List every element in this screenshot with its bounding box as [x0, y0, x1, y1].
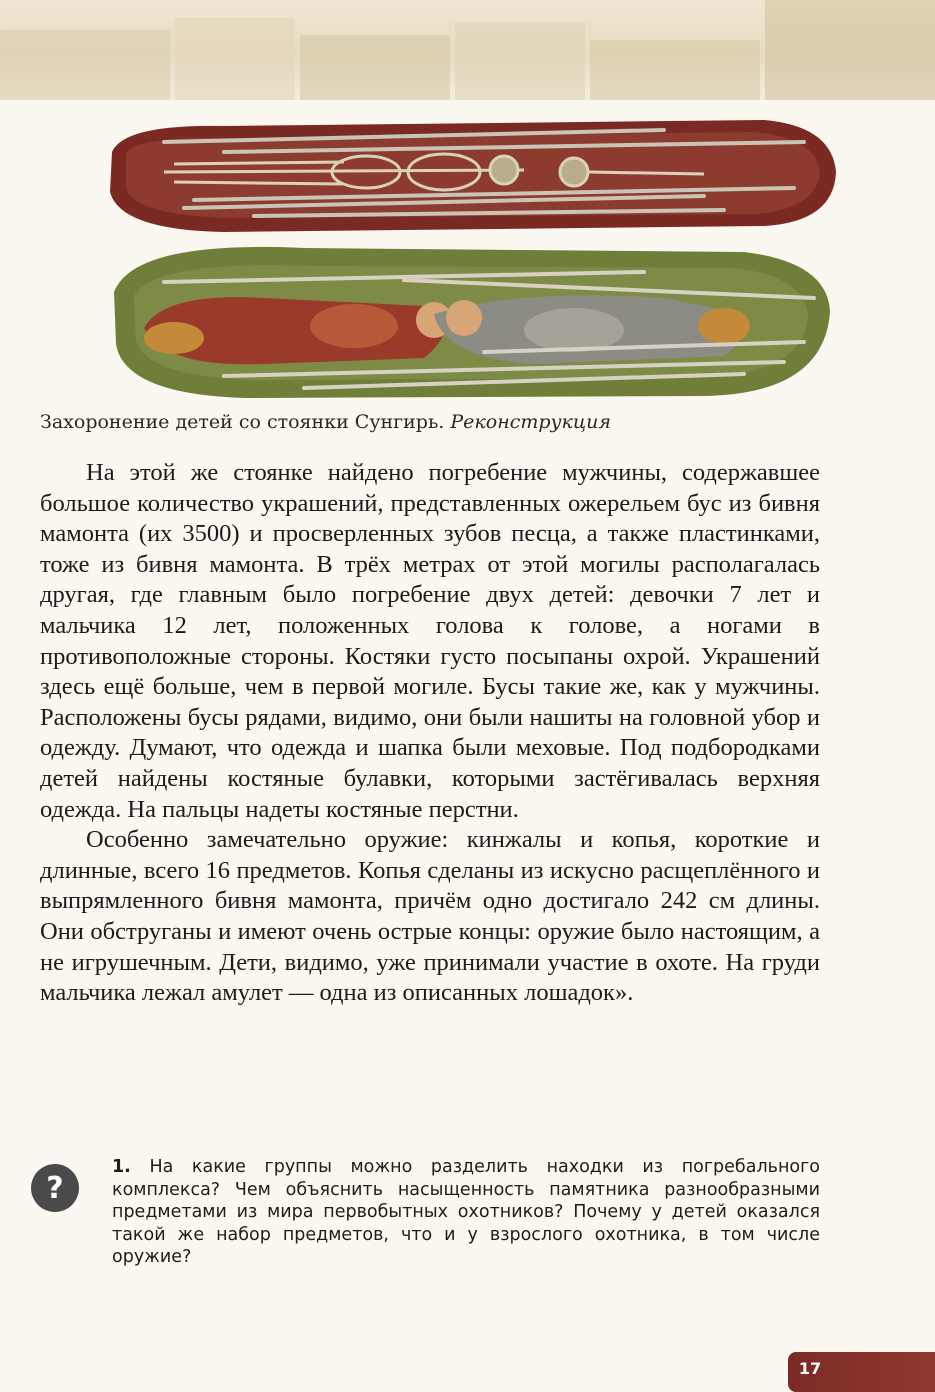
question-mark-glyph: ?: [46, 1171, 64, 1206]
lower-burial-pit: [114, 247, 830, 398]
question-text: На какие группы можно разделить находки из погребального комплекса? Чем объяснить насыщенность памятника разнообразными предметами из мира первобытных охотников? Почему у детей оказался такой же набор предметов, что и у взрослого охотника, в том числе оружие?: [112, 1157, 820, 1267]
paragraph-2: Особенно замечательно оружие: кинжалы и копья, короткие и длинные, всего 16 предметов. Копья сделаны из искусно расщеплённого и выпрямленного бивня мамонта, причём одно достигало 242 см длины. Они обструганы и имеют очень острые концы: оружие было настоящим, а не игрушечным. Дети, видимо, уже принимали участие в охоте. На груди мальчика лежал амулет — одна из описанных лошадок».: [40, 826, 820, 1007]
burial-reconstruction-illustration: [104, 112, 840, 404]
decorative-header-band: [0, 0, 935, 100]
paragraph-1: На этой же стоянке найдено погребение мужчины, содержавшее большое количество украшений, представленных ожерельем бус из бивня мамонта (их 3500) и просверленных зубов песца, а также пластинками, тоже из бивня мамонта. В трёх метрах от этой могилы располагалась другая, где главным было погребение двух детей: девочки 7 лет и мальчика 12 лет, положенных голова к голове, а ногами в противоположные стороны. Костяки густо посыпаны охрой. Украшений здесь ещё больше, чем в первой могиле. Бусы такие же, как у мужчины. Расположены бусы рядами, видимо, они были нашиты на головной убор и одежду. Думают, что одежда и шапка были меховые. Под подбородками детей найдены костяные булавки, которыми застёгивалась верхняя одежда. На пальцы надеты костяные перстни.: [40, 459, 820, 823]
upper-burial-pit: [110, 120, 836, 232]
main-text: [40, 458, 820, 1009]
question-number: 1.: [112, 1157, 131, 1177]
child-figure-left: [144, 297, 452, 364]
caption-main-text: Захоронение детей со стоянки Сунгирь.: [40, 411, 445, 433]
question-mark-icon: [30, 1163, 80, 1213]
figure-caption: [40, 408, 820, 436]
caption-italic-text: Реконструкция: [450, 411, 611, 433]
question-block: [112, 1156, 820, 1269]
page-number: 17: [798, 1359, 822, 1378]
